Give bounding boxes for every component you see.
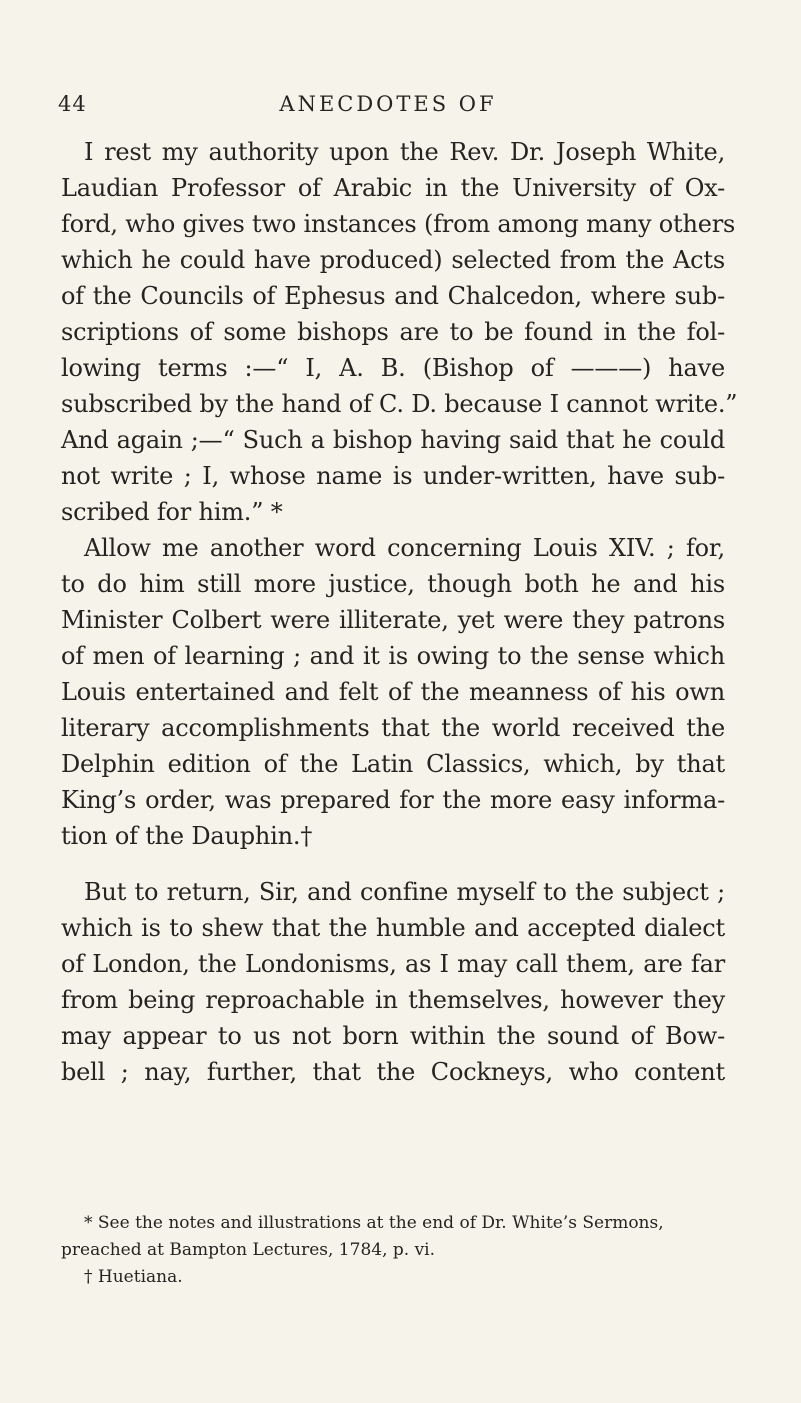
text-line: Louis entertained and felt of the meanness of his own: [61, 678, 725, 706]
body-text: [61, 134, 738, 1090]
text-line: And again ;—“ Such a bishop having said that he could: [61, 426, 725, 454]
page-number: 44: [58, 92, 87, 116]
text-line: King’s order, was prepared for the more easy informa-: [61, 786, 725, 814]
text-line: Minister Colbert were illiterate, yet were they patrons: [61, 606, 725, 634]
footnotes: [61, 1210, 725, 1291]
text-line: subscribed by the hand of C. D. because I cannot write.”: [61, 390, 738, 418]
text-line: ford, who gives two instances (from among many others: [61, 210, 736, 238]
text-line: of men of learning ; and it is owing to the sense which: [61, 642, 725, 670]
text-line: may appear to us not born within the sound of Bow-: [61, 1022, 725, 1050]
text-line: from being reproachable in themselves, however they: [61, 986, 725, 1014]
footnote-line: † Huetiana.: [84, 1267, 183, 1287]
text-line: Delphin edition of the Latin Classics, which, by that: [61, 750, 725, 778]
footnote-line: preached at Bampton Lectures, 1784, p. vi.: [61, 1240, 436, 1260]
text-line: which he could have produced) selected from the Acts: [61, 246, 725, 274]
text-line: of the Councils of Ephesus and Chalcedon, where sub-: [61, 282, 725, 310]
paragraph-gap: [61, 854, 725, 874]
text-line: But to return, Sir, and confine myself to the subject ;: [84, 878, 725, 906]
text-line: tion of the Dauphin.†: [61, 822, 313, 850]
running-title: ANECDOTES OF: [279, 92, 497, 116]
text-line: I rest my authority upon the Rev. Dr. Joseph White,: [84, 138, 725, 166]
text-line: Allow me another word concerning Louis XIV. ; for,: [84, 534, 725, 562]
running-head: [58, 92, 718, 122]
text-line: scriptions of some bishops are to be found in the fol-: [61, 318, 725, 346]
text-line: to do him still more justice, though both he and his: [61, 570, 725, 598]
text-line: of London, the Londonisms, as I may call them, are far: [61, 950, 725, 978]
text-line: scribed for him.” *: [61, 498, 283, 526]
text-line: literary accomplishments that the world received the: [61, 714, 725, 742]
text-line: which is to shew that the humble and accepted dialect: [61, 914, 725, 942]
text-line: bell ; nay, further, that the Cockneys, who content: [61, 1058, 725, 1086]
text-line: Laudian Professor of Arabic in the University of Ox-: [61, 174, 725, 202]
text-line: not write ; I, whose name is under-written, have sub-: [61, 462, 725, 490]
text-line: lowing terms :—“ I, A. B. (Bishop of ———) have: [61, 354, 725, 382]
footnote-line: * See the notes and illustrations at the end of Dr. White’s Sermons,: [84, 1213, 664, 1233]
